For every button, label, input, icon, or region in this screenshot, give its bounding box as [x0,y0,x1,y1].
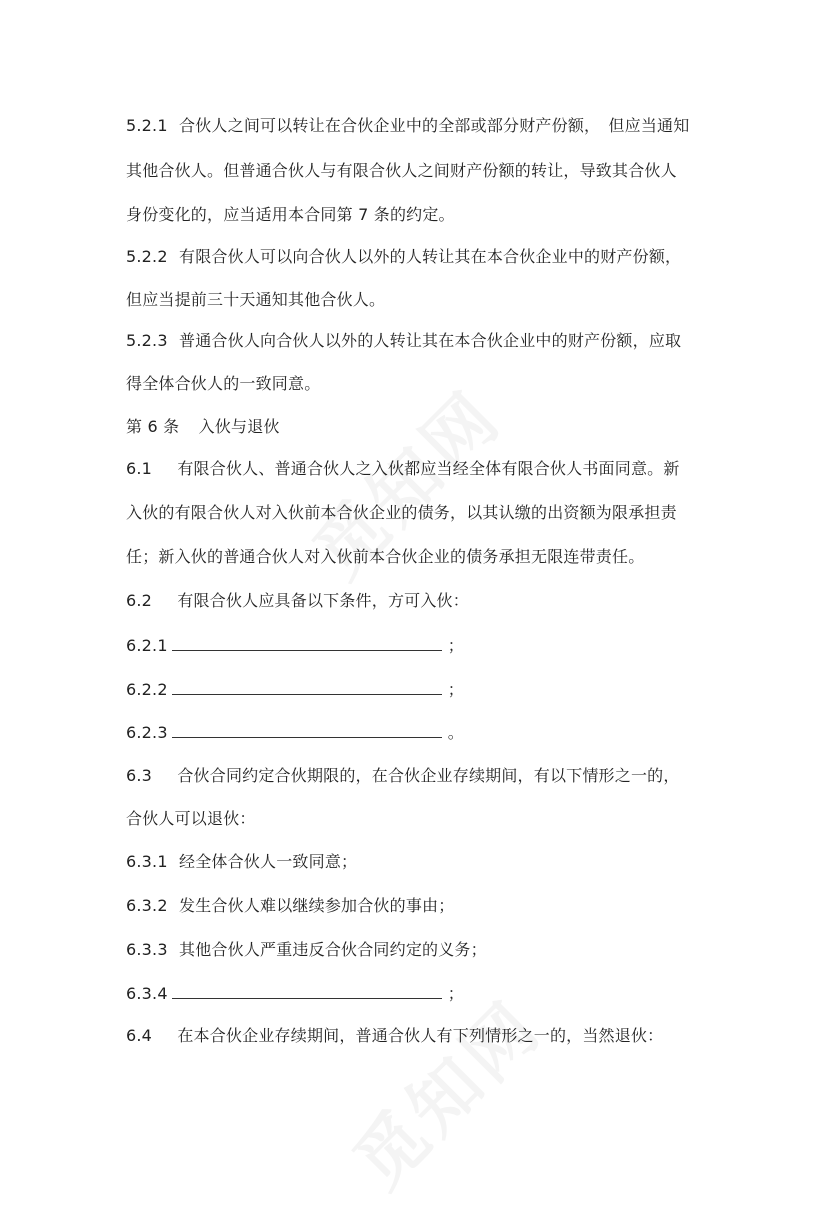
clause-text: 普通合伙人向合伙人以外的人转让其在本合伙企业中的财产份额，应取 [179,331,682,350]
clause-number: 6.4 [126,1026,153,1045]
blank-field[interactable] [172,634,442,651]
clause-text: 经全体合伙人一致同意； [179,852,358,871]
clause-line [126,851,357,873]
clause-line [126,765,680,787]
clause-line [126,458,680,480]
clause-text: 其他合伙人严重违反合伙合同约定的义务； [179,940,487,959]
clause-punct: ； [447,984,464,1003]
clause-number: 5.2.3 [126,331,168,350]
clause-text: 入伙的有限合伙人对入伙前本合伙企业的债务，以其认缴的出资额为限承担责 [126,503,677,522]
clause-text: 合伙合同约定合伙期限的，在合伙企业存续期间，有以下情形之一的， [177,766,680,785]
clause-text: 有限合伙人应具备以下条件，方可入伙： [177,591,469,610]
clause-text: 有限合伙人、普通合伙人之入伙都应当经全体有限合伙人书面同意。新 [177,459,680,478]
clause-line [126,289,385,311]
blank-field[interactable] [172,678,442,695]
clause-number: 6.2 [126,591,153,610]
article-title: 入伙与退伙 [198,417,280,436]
clause-number: 6.3 [126,766,153,785]
clause-punct: ； [447,680,464,699]
clause-text: 在本合伙企业存续期间，普通合伙人有下列情形之一的，当然退伙： [177,1026,664,1045]
clause-number: 6.3.2 [126,896,168,915]
clause-text: 发生合伙人难以继续参加合伙的事由； [179,896,455,915]
clause-punct: 。 [447,723,464,742]
clause-line [126,373,320,395]
fill-in-line [126,982,464,1005]
clause-line [126,546,644,568]
clause-number: 6.2.3 [126,723,168,742]
clause-line [126,590,469,612]
clause-text: 任；新入伙的普通合伙人对入伙前本合伙企业的债务承担无限连带责任。 [126,547,645,566]
fill-in-line [126,634,464,657]
clause-number: 6.3.3 [126,940,168,959]
clause-line [126,160,677,182]
clause-line [126,246,681,268]
watermark [328,974,561,1207]
clause-punct: ； [447,636,464,655]
clause-number: 6.1 [126,459,153,478]
clause-line [126,330,681,352]
clause-text: 身份变化的，应当适用本合同第 7 条的约定。 [126,205,455,224]
clause-number: 6.2.1 [126,636,168,655]
clause-text: 合伙人之间可以转让在合伙企业中的全部或部分财产份额， 但应当通知 [179,116,690,135]
article-heading [126,416,280,438]
clause-number: 6.2.2 [126,680,168,699]
clause-line [126,1025,663,1047]
clause-text: 但应当提前三十天通知其他合伙人。 [126,290,386,309]
article-number: 第 6 条 [126,417,180,436]
clause-line [126,502,677,524]
clause-line [126,895,454,917]
clause-number: 5.2.1 [126,116,168,135]
blank-field[interactable] [172,721,442,738]
clause-text: 得全体合伙人的一致同意。 [126,374,321,393]
clause-line [126,939,487,961]
clause-text: 有限合伙人可以向合伙人以外的人转让其在本合伙企业中的财产份额， [179,247,682,266]
clause-line [126,115,689,137]
clause-number: 6.3.1 [126,852,168,871]
clause-number: 6.3.4 [126,984,168,1003]
clause-text: 合伙人可以退伙： [126,809,256,828]
clause-line [126,808,256,830]
clause-text: 其他合伙人。但普通合伙人与有限合伙人之间财产份额的转让，导致其合伙人 [126,161,677,180]
clause-line [126,204,455,226]
clause-number: 5.2.2 [126,247,168,266]
fill-in-line [126,721,464,744]
blank-field[interactable] [172,982,442,999]
fill-in-line [126,678,464,701]
